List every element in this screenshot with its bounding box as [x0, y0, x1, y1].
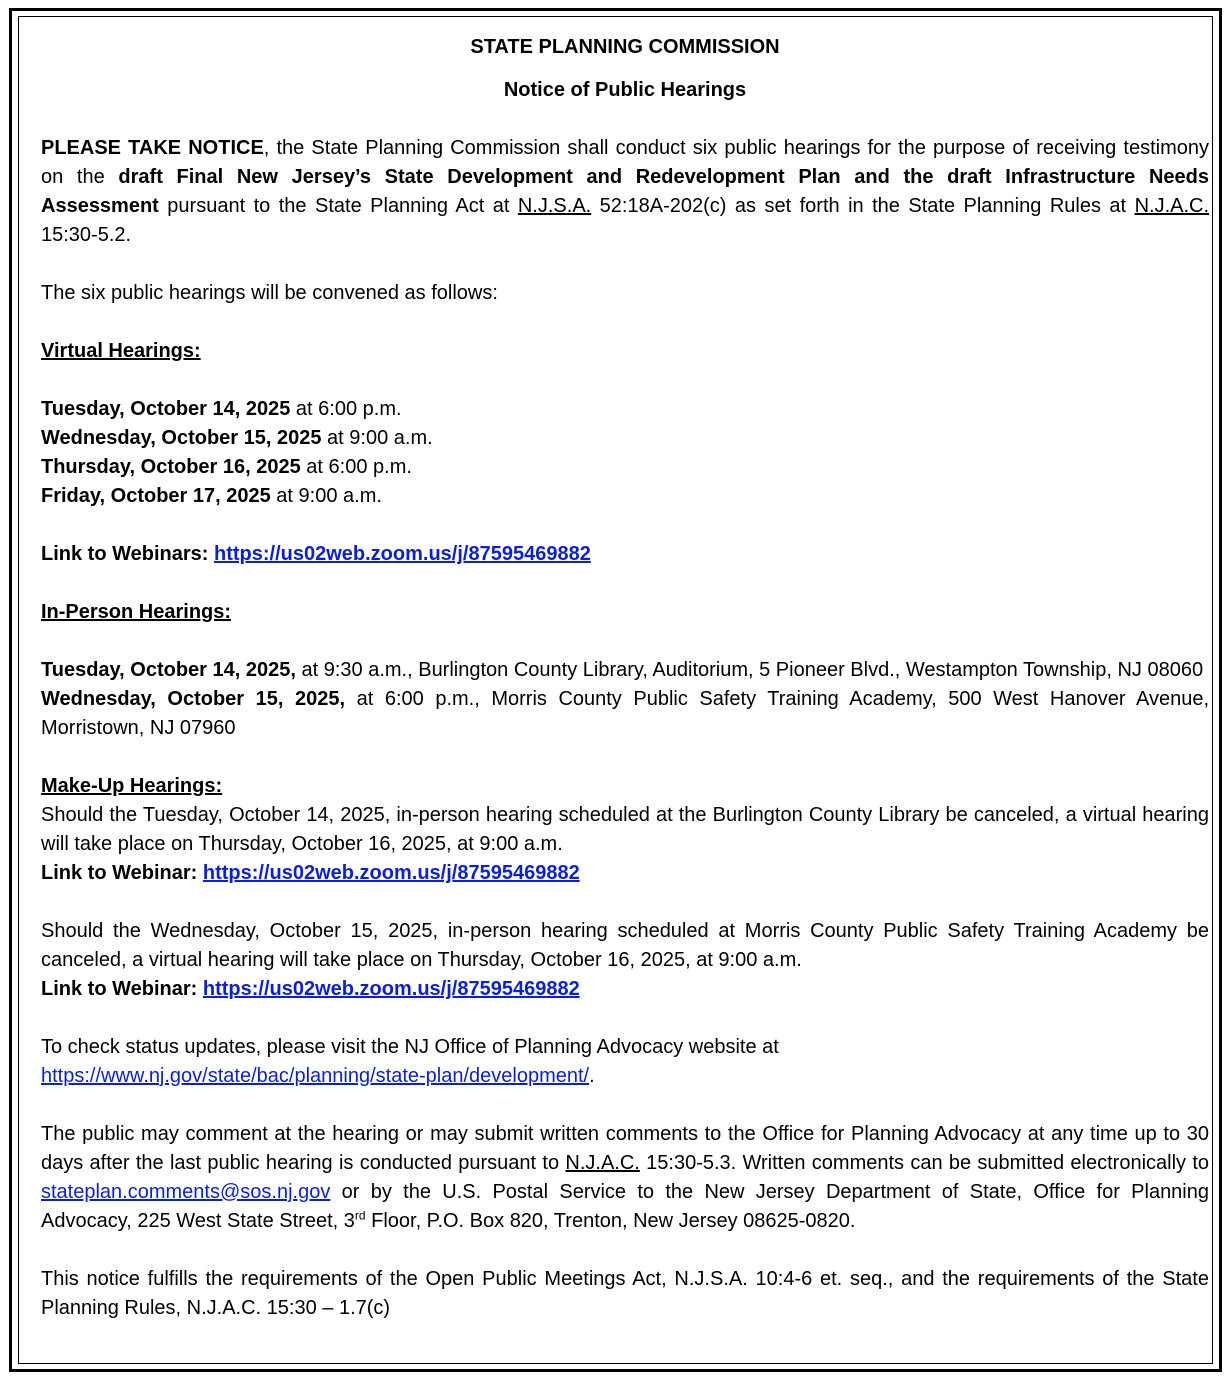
comments-paragraph: The public may comment at the hearing or may submit written comments to the Office for Planning Advocacy at any time up to 30 days after the last public hearing is conducted pursuant to N.J.A.C. 15:30-5.3. Written comments can be submitted electronically to stateplan.comments@sos.nj.gov or by the U.S. Postal Service to the New Jersey Department of State, Office for Planning Advocacy, 225 West State Street, 3rd Floor, P.O. Box 820, Trenton, New Jersey 08625-0820. — [41, 1123, 1209, 1232]
spacer — [41, 511, 1209, 540]
makeup-heading: Make-Up Hearings: — [41, 775, 223, 797]
notice-body — [41, 27, 1209, 1323]
spacer — [41, 1091, 1209, 1120]
spacer — [41, 1236, 1209, 1265]
webinars-line — [41, 540, 1209, 569]
comments-email-link[interactable]: stateplan.comments@sos.nj.gov — [41, 1181, 331, 1203]
notice-subtitle: Notice of Public Hearings — [503, 79, 747, 101]
status-website-link[interactable]: https://www.nj.gov/state/bac/planning/state-plan/development/ — [41, 1065, 590, 1087]
outer-border — [9, 8, 1222, 1372]
virtual-item: Tuesday, October 14, 2025 at 6:00 p.m. — [41, 398, 402, 420]
intro-njsa: N.J.S.A. — [517, 195, 592, 217]
spacer — [41, 105, 1209, 134]
spacer — [41, 250, 1209, 279]
virtual-heading: Virtual Hearings: — [41, 340, 201, 362]
inperson-item: Tuesday, October 14, 2025, at 9:30 a.m., Burlington County Library, Auditorium, 5 Pioneer Blvd., Westampton Township, NJ 08060 — [41, 659, 1204, 681]
closing-paragraph: This notice fulfills the requirements of the Open Public Meetings Act, N.J.S.A. 10:4-6 et. seq., and the requirements of the State Planning Rules, N.J.A.C. 15:30 – 1.7(c) — [41, 1268, 1209, 1319]
webinar-link[interactable]: https://us02web.zoom.us/j/87595469882 — [202, 978, 580, 1000]
spacer — [41, 1004, 1209, 1033]
spacer — [41, 743, 1209, 772]
makeup-paragraph-1: Should the Tuesday, October 14, 2025, in-person hearing scheduled at the Burlington County Library be canceled, a virtual hearing will take place on Thursday, October 16, 2025, at 9:00 a.m. — [41, 804, 1209, 855]
intro-plan-name: draft Final New Jersey’s State Development and Redevelopment Plan and the draft Infrastructure Needs Assessment — [41, 166, 1210, 217]
intro-text-3: 52:18A-202(c) as set forth in the State Planning Rules at — [591, 195, 1135, 217]
inner-border — [18, 16, 1213, 1364]
spacer — [41, 627, 1209, 656]
intro-text-1: , the State Planning Commission shall conduct six public hearings for the purpose of receiving testimony on the — [41, 137, 1209, 188]
spacer — [41, 308, 1209, 337]
intro-njac: N.J.A.C. — [1134, 195, 1210, 217]
spacer — [41, 366, 1209, 395]
status-link-line: https://www.nj.gov/state/bac/planning/state-plan/development/. — [41, 1065, 595, 1087]
spacer — [41, 888, 1209, 917]
comments-njac: N.J.A.C. — [565, 1152, 640, 1174]
spacer — [41, 569, 1209, 598]
floor-superscript: rd — [354, 1208, 366, 1223]
webinar-link[interactable]: https://us02web.zoom.us/j/87595469882 — [202, 862, 580, 884]
inperson-heading: In-Person Hearings: — [41, 601, 232, 623]
intro-text-4: 15:30-5.2. — [41, 224, 132, 246]
makeup-link-line-2 — [41, 975, 1209, 1004]
inperson-item: Wednesday, October 15, 2025, at 6:00 p.m., Morris County Public Safety Training Academy, 500 West Hanover Avenue, Morristown, NJ 07960 — [41, 688, 1209, 739]
webinar-label: Link to Webinar: — [41, 862, 203, 884]
virtual-item: Thursday, October 16, 2025 at 6:00 p.m. — [41, 456, 412, 478]
virtual-item: Friday, October 17, 2025 at 9:00 a.m. — [41, 485, 382, 507]
status-text: To check status updates, please visit the NJ Office of Planning Advocacy website at — [41, 1036, 779, 1058]
makeup-paragraph-2: Should the Wednesday, October 15, 2025, in-person hearing scheduled at Morris County Public Safety Training Academy be canceled, a virtual hearing will take place on Thursday, October 16, 2025, at 9:00 a.m. — [41, 920, 1209, 971]
intro-text-2: pursuant to the State Planning Act at — [158, 195, 518, 217]
intro-paragraph — [41, 134, 1209, 250]
intro-lead: PLEASE TAKE NOTICE — [41, 137, 264, 159]
webinars-link[interactable]: https://us02web.zoom.us/j/87595469882 — [213, 543, 591, 565]
webinars-label: Link to Webinars: — [41, 543, 214, 565]
virtual-item: Wednesday, October 15, 2025 at 9:00 a.m. — [41, 427, 433, 449]
makeup-link-line-1 — [41, 859, 1209, 888]
convened-text: The six public hearings will be convened as follows: — [41, 282, 498, 304]
webinar-label: Link to Webinar: — [41, 978, 203, 1000]
notice-title: STATE PLANNING COMMISSION — [470, 36, 780, 58]
